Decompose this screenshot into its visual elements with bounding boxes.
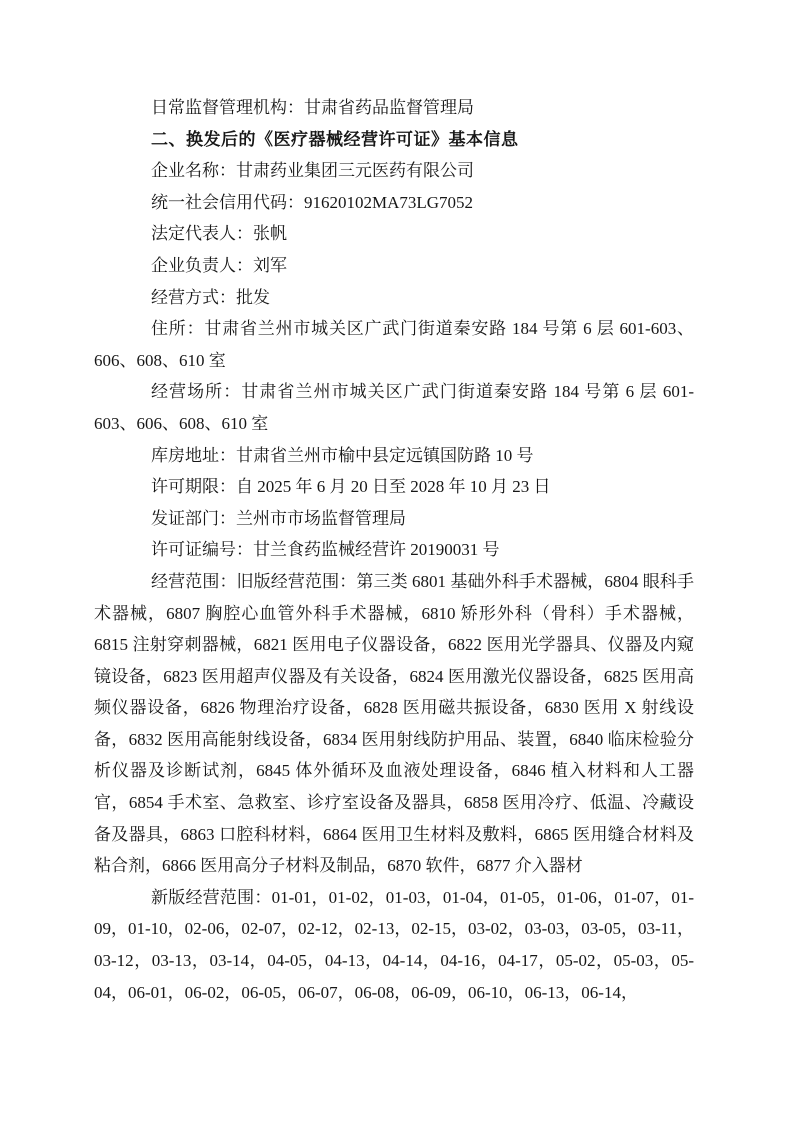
field-license-period: 许可期限：自 2025 年 6 月 20 日至 2028 年 10 月 23 日 <box>151 477 551 497</box>
field-daily-supervision-agency: 日常监督管理机构：甘肃省药品监督管理局 <box>151 98 474 117</box>
field-issuing-department: 发证部门：兰州市市场监督管理局 <box>151 508 406 528</box>
field-business-mode: 经营方式：批发 <box>151 287 270 307</box>
field-business-scope-old: 经营范围：旧版经营范围：第三类 6801 基础外科手术器械，6804 眼科手术器械，6807 胸腔心血管外科手术器械，6810 矫形外科（骨科）手术器械，6815 注射穿刺器械，6821 医用电子仪器设备，6822 医用光学器具、仪器及内窥镜设备，6823 医用超声仪器及有关设备，6824 医用激光仪器设备，6825 医用高频仪器设备，6826 物理治疗设备，6828 医用磁共振设备，6830 医用 X 射线设备，6832 医用高能射线设备，6834 医用射线防护用品、装置，6840 临床检验分析仪器及诊断试剂，6845 体外循环及血液处理设备，6846 植入材料和人工器官，6854 手术室、急救室、诊疗室设备及器具，6858 医用冷疗、低温、冷藏设备及器具，6863 口腔科材料，6864 医用卫生材料及敷料，6865 医用缝合材料及粘合剂，6866 医用高分子材料及制品，6870 软件，6877 介入器材 <box>94 571 694 876</box>
field-residence: 住所：甘肃省兰州市城关区广武门街道秦安路 184 号第 6 层 601-603、606、608、610 室 <box>94 319 694 370</box>
field-business-scope-new: 新版经营范围：01-01，01-02，01-03，01-04，01-05，01-06，01-07，01-09，01-10，02-06，02-07，02-12，02-13，02-15，03-02，03-03，03-05，03-11，03-12，03-13，03-14，04-05，04-13，04-14，04-16，04-17，05-02，05-03，05-04，06-01，06-02，06-05，06-07，06-08，06-09，06-10，06-13，06-14， <box>94 887 694 1002</box>
section-heading: 二、换发后的《医疗器械经营许可证》基本信息 <box>151 129 519 149</box>
field-license-number: 许可证编号：甘兰食药监械经营许 20190031 号 <box>151 540 500 560</box>
field-unified-social-credit-code: 统一社会信用代码：91620102MA73LG7052 <box>151 192 474 212</box>
field-enterprise-manager: 企业负责人：刘军 <box>151 255 287 275</box>
field-legal-representative: 法定代表人：张帆 <box>151 224 287 244</box>
field-business-premises: 经营场所：甘肃省兰州市城关区广武门街道秦安路 184 号第 6 层 601-603、606、608、610 室 <box>94 382 694 433</box>
field-warehouse-address: 库房地址：甘肃省兰州市榆中县定远镇国防路 10 号 <box>151 445 534 465</box>
field-company-name: 企业名称：甘肃药业集团三元医药有限公司 <box>151 161 474 181</box>
